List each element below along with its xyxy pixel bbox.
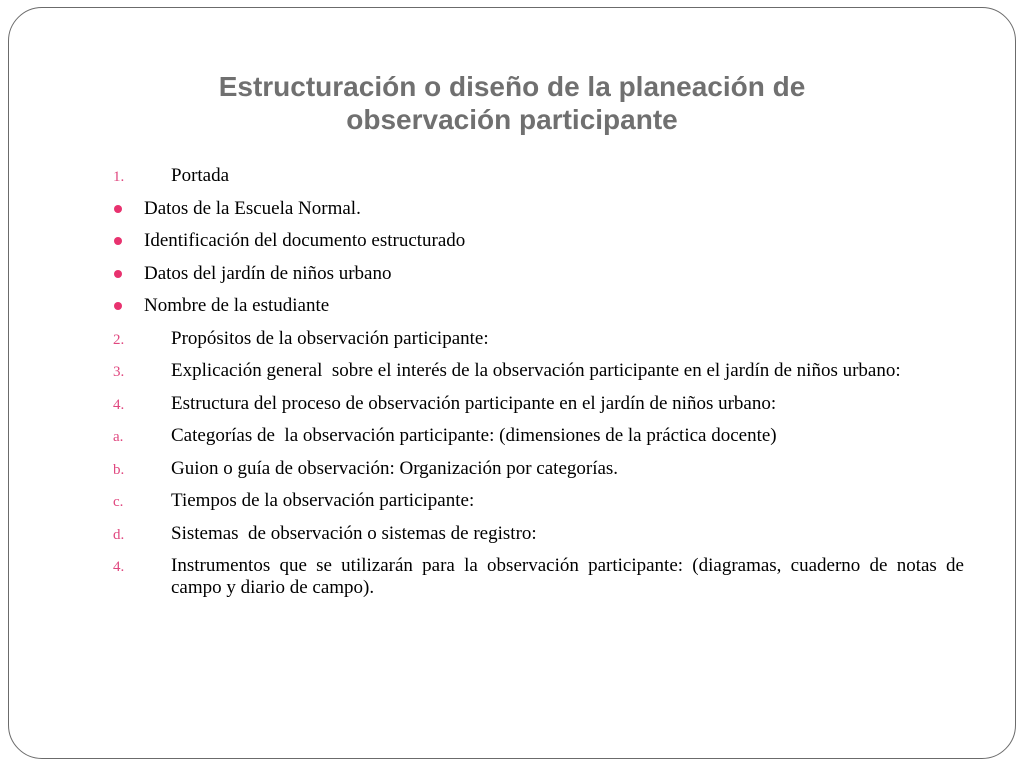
list-number: 3. (113, 364, 125, 380)
bullet-icon (114, 270, 122, 278)
list-letter: a. (113, 429, 124, 445)
list-item (112, 165, 964, 187)
content-list (112, 165, 969, 610)
list-item (112, 425, 964, 447)
list-item (112, 393, 964, 415)
list-item (112, 230, 964, 252)
slide-title (120, 70, 904, 136)
list-item (112, 490, 964, 512)
list-item-text: Guion o guía de observación: Organización por categorías. (171, 457, 619, 479)
list-number: 2. (113, 331, 125, 348)
list-item (112, 458, 964, 480)
list-number: 1. (113, 169, 125, 185)
list-item-text: Tiempos de la observación participante: (171, 490, 475, 511)
list-item (112, 360, 964, 382)
title-line-2: observación participante (346, 104, 678, 135)
bullet-icon (114, 302, 122, 310)
list-item-text: Explicación general sobre el interés de la observación participante en el jardín de niños urbano: (171, 360, 901, 381)
list-item (112, 295, 964, 317)
list-item-text: Propósitos de la observación participante: (171, 327, 489, 349)
list-letter: d. (113, 526, 125, 543)
list-item-text: Identificación del documento estructurado (144, 230, 466, 251)
bullet-icon (114, 237, 122, 245)
list-item (112, 328, 964, 350)
list-number: 4. (113, 396, 125, 413)
list-number: 4. (113, 559, 125, 575)
list-item (112, 555, 969, 599)
list-item-text: Instrumentos que se utilizarán para la observación participante: (diagramas, cuaderno de notas de campo y diario de campo). (171, 555, 969, 598)
list-item-text: Datos de la Escuela Normal. (144, 197, 361, 219)
list-letter: c. (113, 494, 124, 510)
list-item-text: Estructura del proceso de observación participante en el jardín de niños urbano: (171, 392, 777, 414)
list-item-text: Datos del jardín de niños urbano (144, 262, 392, 284)
list-item-text: Nombre de la estudiante (144, 295, 330, 316)
list-item (112, 263, 964, 285)
list-letter: b. (113, 461, 125, 478)
list-item (112, 523, 964, 545)
title-line-1: Estructuración o diseño de la planeación de (218, 71, 806, 102)
bullet-icon (114, 205, 122, 213)
list-item (112, 198, 964, 220)
list-item-text: Portada (171, 165, 230, 186)
list-item-text: Sistemas de observación o sistemas de registro: (171, 522, 537, 544)
list-item-text: Categorías de la observación participante: (dimensiones de la práctica docente) (171, 425, 777, 446)
